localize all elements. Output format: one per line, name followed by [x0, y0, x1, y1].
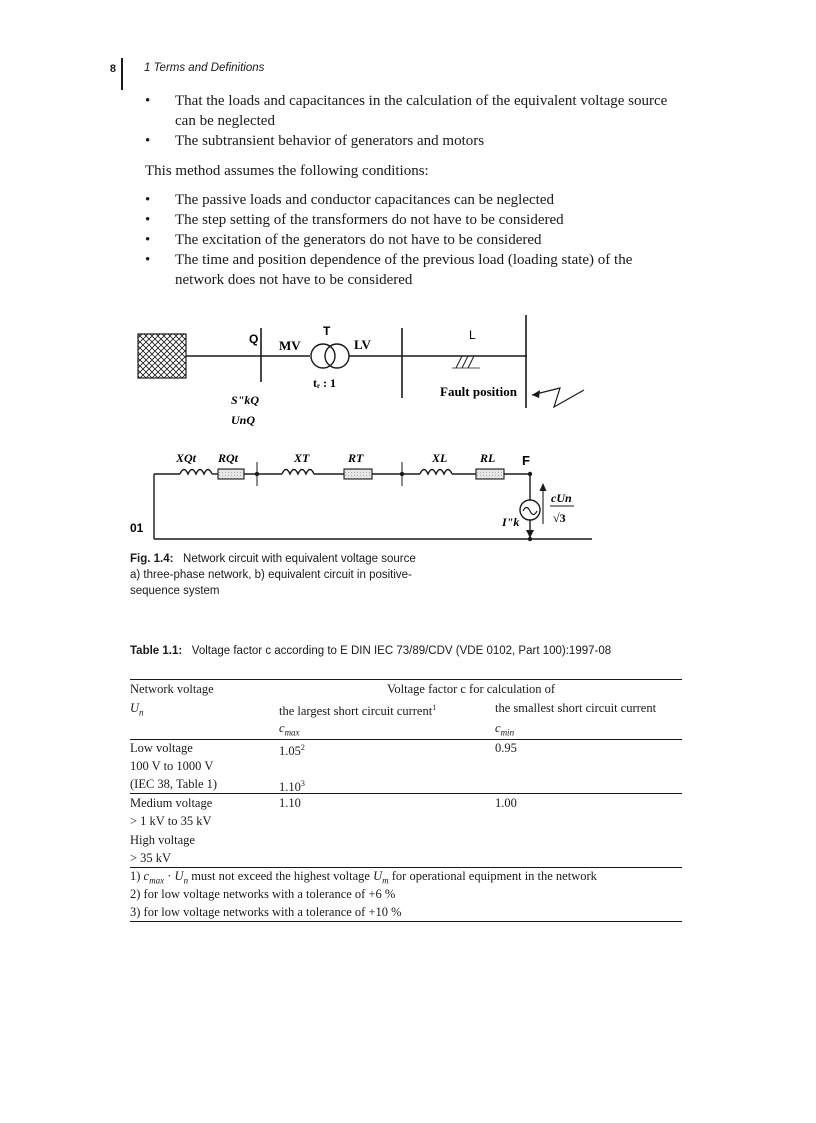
table-cell-cmax: 1.10: [279, 796, 301, 810]
bullet-icon: •: [145, 192, 151, 208]
table-row-label: > 1 kV to 35 kV: [130, 814, 212, 828]
list-item: • The passive loads and conductor capacitances can be neglected: [145, 192, 554, 208]
inductor-xl: [420, 470, 452, 475]
table-row-label: 100 V to 1000 V: [130, 759, 214, 773]
label-xl: XL: [432, 451, 448, 465]
table-footnote-3: 3) for low voltage networks with a tolerance of +10 %: [130, 905, 402, 919]
page-number: 8: [109, 63, 116, 75]
list-item: • The subtransient behavior of generators and motors: [145, 133, 485, 149]
table-cell-cmin: 1.00: [495, 796, 517, 810]
label-rl: RL: [480, 451, 496, 465]
label-rq: RQt: [218, 451, 239, 465]
list-item: • That the loads and capacitances in the calculation of the equivalent voltage source can be neglected: [145, 93, 668, 129]
label-node-01: 01: [130, 521, 144, 535]
label-cun: cUn: [551, 491, 572, 505]
label-unq: UnQ: [231, 413, 256, 427]
label-t: T: [323, 324, 331, 338]
table-rule-bottom: [130, 921, 682, 922]
table-row-label: Low voltage: [130, 741, 193, 755]
header-cmin-symbol: $c_{min}$: [495, 721, 515, 738]
list-item: • The step setting of the transformers do not have to be considered: [145, 212, 564, 228]
resistor-rl: [476, 469, 504, 479]
header-smallest-current: the smallest short circuit current: [495, 701, 657, 715]
figure-caption: Fig. 1.4: Network circuit with equivalent voltage source a) three-phase network, b) equivalent circuit in positive- sequence system: [130, 553, 416, 597]
bullet-icon: •: [145, 252, 151, 268]
table-row-label: > 35 kV: [130, 851, 172, 865]
label-l: L: [469, 328, 476, 342]
table-row-label: (IEC 38, Table 1): [130, 777, 218, 791]
header-voltage-factor-group: Voltage factor c for calculation of: [387, 682, 556, 696]
current-arrow-icon: [526, 530, 534, 538]
label-mv: MV: [279, 338, 301, 353]
bullet-list-top: [145, 91, 685, 151]
label-sqrt3: √3: [553, 511, 566, 525]
label-f: F: [522, 453, 530, 468]
network-feeder-symbol: [138, 334, 186, 378]
bullet-icon: •: [145, 93, 151, 109]
resistor-rq: [218, 469, 244, 479]
voltage-arrow-icon: [540, 483, 547, 491]
table-footnote-2: 2) for low voltage networks with a tolerance of +6 %: [130, 887, 396, 901]
table-row-label: Medium voltage: [130, 796, 213, 810]
label-xq: XQt: [176, 451, 197, 465]
table-cell-cmin: 0.95: [495, 741, 517, 755]
bullet-icon: •: [145, 133, 151, 149]
table-cell-cmax: 1.10$^3$: [279, 779, 305, 795]
label-ratio: tᵣ : 1: [313, 376, 337, 390]
header-network-voltage: Network voltage: [130, 682, 214, 696]
label-ik: I"k: [502, 515, 520, 529]
chapter-title: 1 Terms and Definitions: [144, 62, 265, 74]
table-row-label: High voltage: [130, 833, 195, 847]
header-un-symbol: $U_n$: [130, 701, 144, 718]
header-cmax-symbol: $c_{max}$: [279, 721, 300, 738]
label-fault-position: Fault position: [440, 384, 517, 399]
label-q: Q: [249, 332, 259, 346]
inductor-xq: [180, 470, 212, 475]
table-footnote-1: 1) $c_{max} \cdot U_n$ must not exceed the highest voltage $U_m$ for operational equipment in the network: [130, 869, 597, 886]
circuit-diagram: [122, 312, 592, 548]
header-largest-current: the largest short circuit current$^1$: [279, 703, 437, 719]
bullet-list-conditions: [145, 190, 685, 290]
table-caption: Table 1.1: Voltage factor c according to E DIN IEC 73/89/CDV (VDE 0102, Part 100):1997-08: [130, 645, 612, 657]
label-skq: S"kQ: [231, 393, 260, 407]
table-rule-mid: [130, 793, 682, 794]
list-item: • The time and position dependence of the previous load (loading state) of the network does not have to be considered: [145, 252, 633, 288]
table-cell-cmax: 1.05$^2$: [279, 743, 305, 759]
inductor-xt: [282, 470, 314, 475]
bullet-icon: •: [145, 212, 151, 228]
transformer-winding-1: [311, 344, 335, 368]
table-rule-head: [130, 739, 682, 740]
header-rule: [121, 58, 123, 90]
bullet-icon: •: [145, 232, 151, 248]
label-lv: LV: [354, 337, 371, 352]
list-item: • The excitation of the generators do not have to be considered: [145, 232, 542, 248]
intro-paragraph: This method assumes the following conditions:: [145, 163, 429, 179]
resistor-rt: [344, 469, 372, 479]
label-xt: XT: [294, 451, 310, 465]
label-rt: RT: [348, 451, 364, 465]
transformer-winding-2: [325, 344, 349, 368]
